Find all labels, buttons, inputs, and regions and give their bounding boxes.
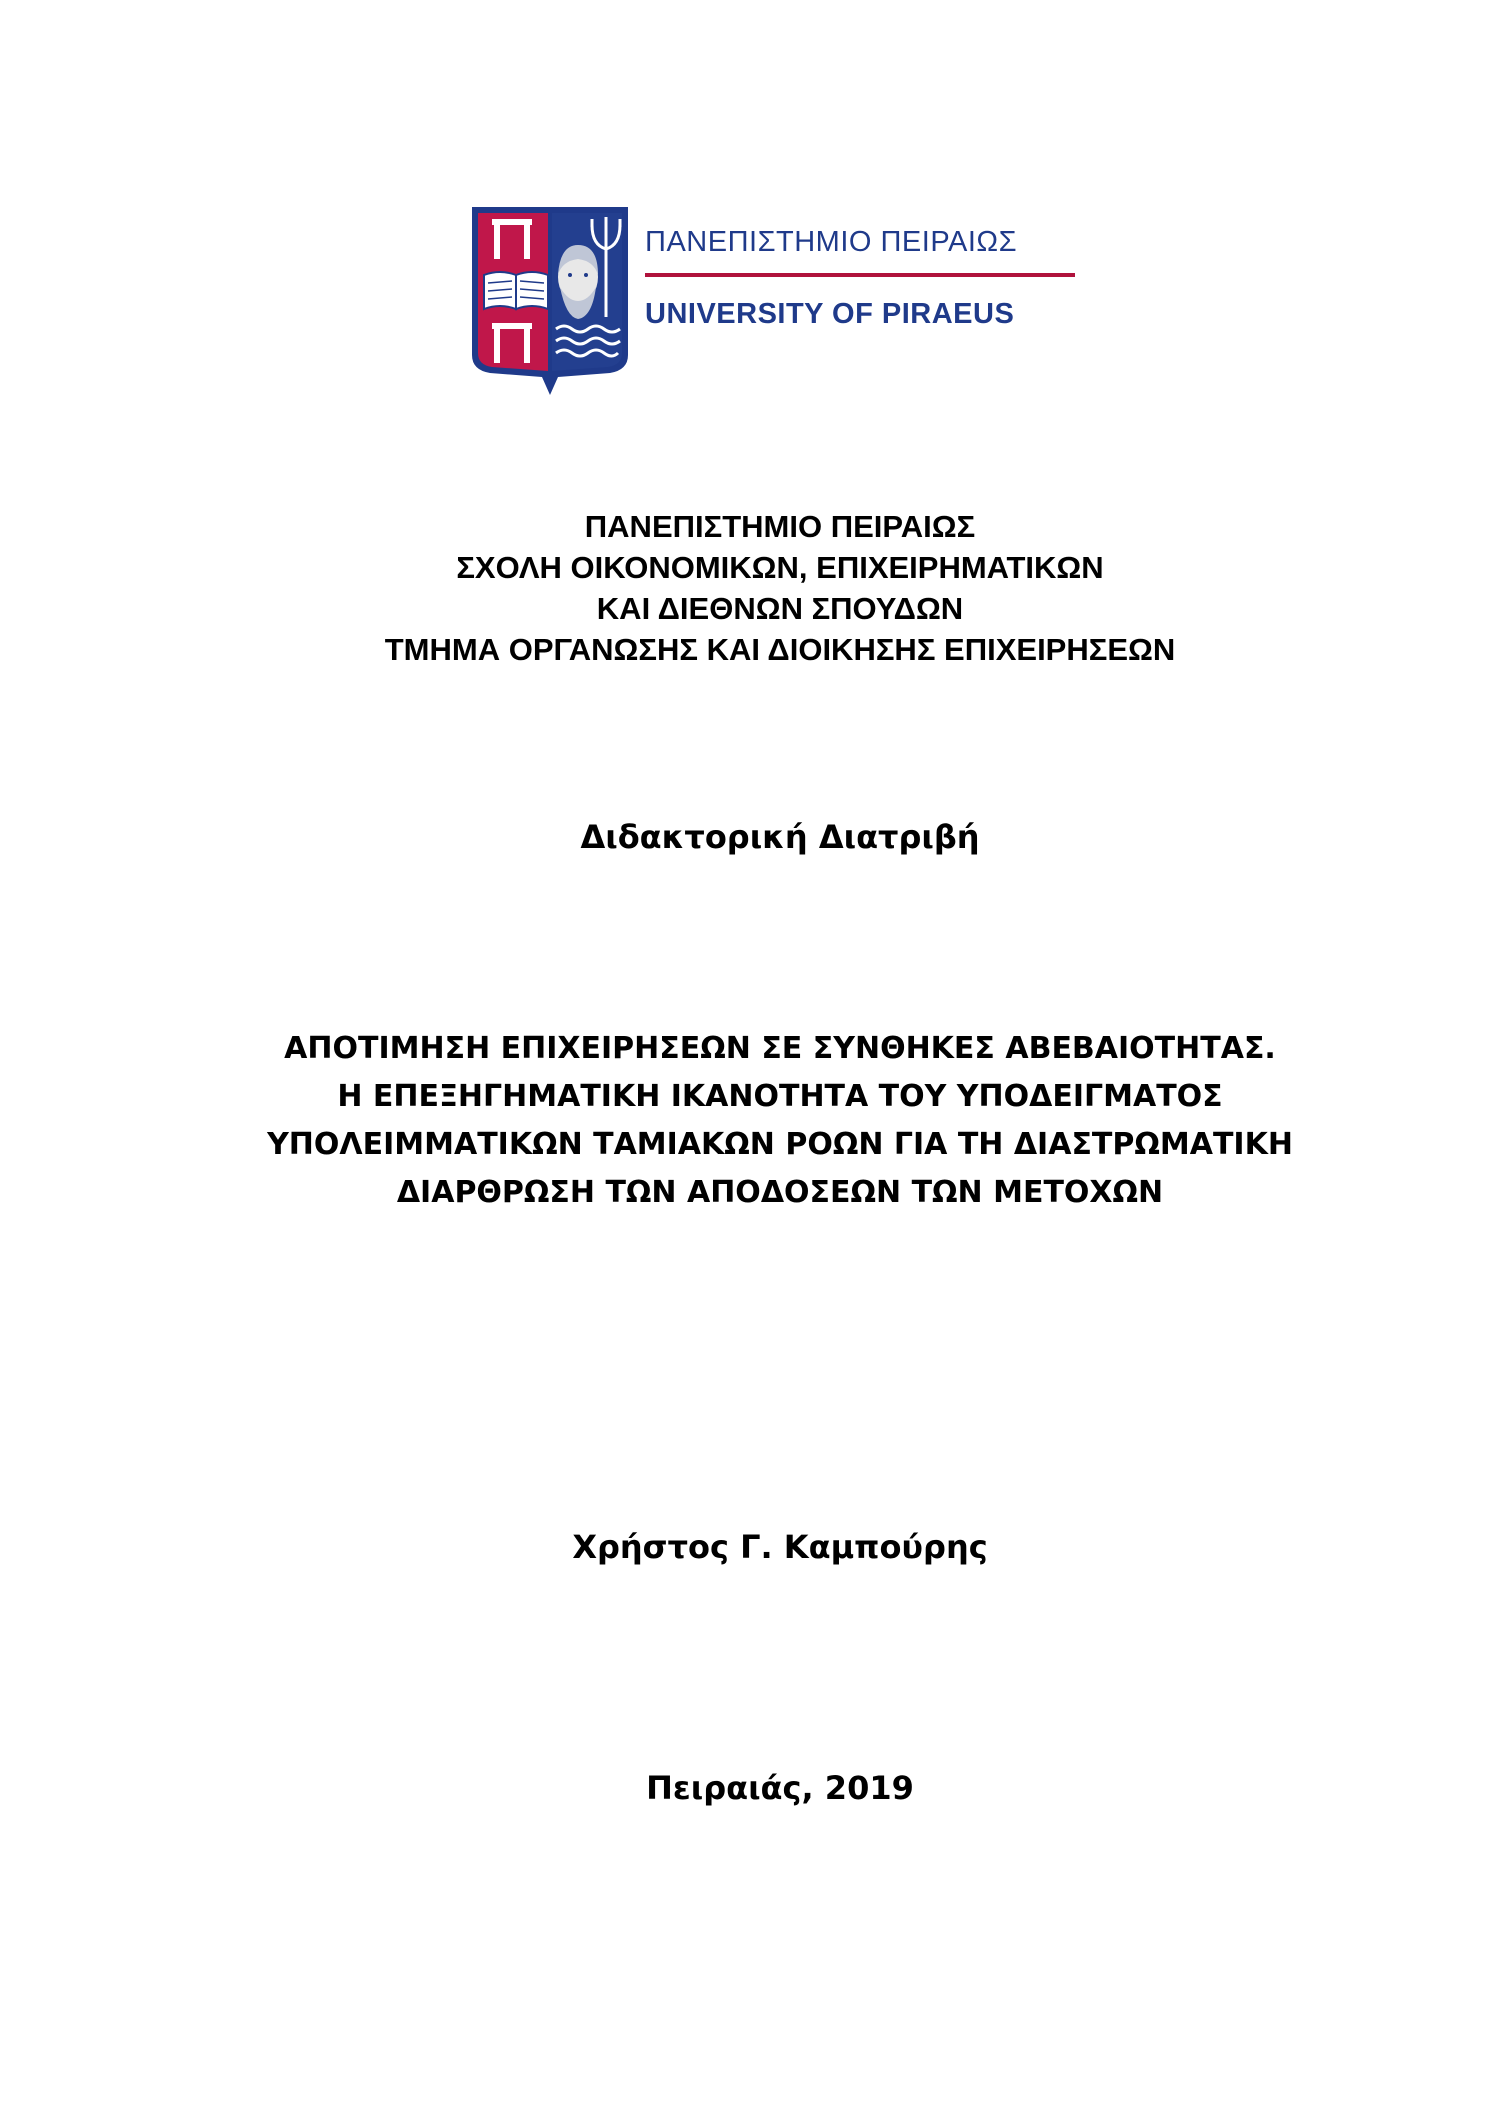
place-year: Πειραιάς, 2019 bbox=[646, 1769, 914, 1807]
logo-greek-name: ΠΑΝΕΠΙΣΤΗΜΙΟ ΠΕΙΡΑΙΩΣ bbox=[645, 226, 1018, 258]
document-type: Διδακτορική Διατριβή bbox=[580, 818, 980, 856]
thesis-title-line: ΔΙΑΡΘΡΩΣΗ ΤΩΝ ΑΠΟΔΟΣΕΩΝ ΤΩΝ ΜΕΤΟΧΩΝ bbox=[396, 1175, 1164, 1210]
thesis-title-line: ΥΠΟΛΕΙΜΜΑΤΙΚΩΝ ΤΑΜΙΑΚΩΝ ΡΟΩΝ ΓΙΑ ΤΗ ΔΙΑΣΤΡΩΜΑΤΙΚΗ bbox=[267, 1127, 1293, 1162]
thesis-title-line: Η ΕΠΕΞΗΓΗΜΑΤΙΚΗ ΙΚΑΝΟΤΗΤΑ ΤΟΥ ΥΠΟΔΕΙΓΜΑΤΟΣ bbox=[337, 1079, 1223, 1114]
institution-heading bbox=[0, 506, 1489, 670]
thesis-title bbox=[0, 1025, 1489, 1217]
logo-english-name: UNIVERSITY OF PIRAEUS bbox=[645, 298, 1015, 330]
author-name: Χρήστος Γ. Καμπούρης bbox=[572, 1528, 988, 1566]
institution-line: ΤΜΗΜΑ ΟΡΓΑΝΩΣΗΣ ΚΑΙ ΔΙΟΙΚΗΣΗΣ ΕΠΙΧΕΙΡΗΣΕΩΝ bbox=[384, 632, 1176, 667]
open-book-icon bbox=[484, 272, 548, 309]
logo-divider bbox=[645, 273, 1075, 277]
thesis-title-line: ΑΠΟΤΙΜΗΣΗ ΕΠΙΧΕΙΡΗΣΕΩΝ ΣΕ ΣΥΝΘΗΚΕΣ ΑΒΕΒΑΙΟΤΗΤΑΣ. bbox=[284, 1031, 1276, 1066]
university-shield-icon bbox=[470, 205, 630, 395]
institution-line: ΚΑΙ ΔΙΕΘΝΩΝ ΣΠΟΥΔΩΝ bbox=[596, 591, 964, 626]
university-logo bbox=[470, 205, 1100, 405]
institution-line: ΠΑΝΕΠΙΣΤΗΜΙΟ ΠΕΙΡΑΙΩΣ bbox=[584, 509, 976, 544]
logo-wordmark bbox=[645, 225, 1095, 331]
institution-line: ΣΧΟΛΗ ΟΙΚΟΝΟΜΙΚΩΝ, ΕΠΙΧΕΙΡΗΜΑΤΙΚΩΝ bbox=[456, 550, 1104, 585]
